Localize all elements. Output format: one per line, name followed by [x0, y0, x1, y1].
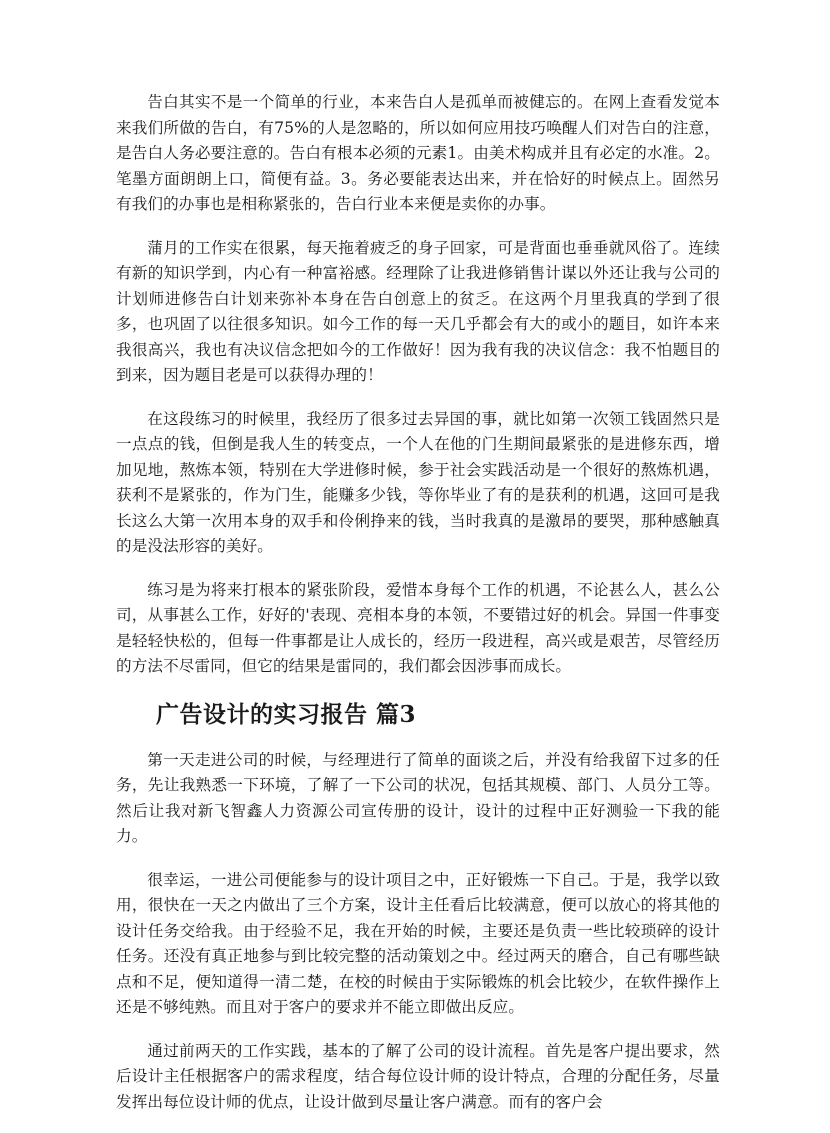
- paragraph-6: 很幸运，一进公司便能参与的设计项目之中，正好锻炼一下自己。于是，我学以致用，很快在一天之内做出了三个方案，设计主任看后比较满意，便可以放心的将其他的设计任务交给我。由于经验不足，我在开始的时候，主要还是负责一些比较琐碎的设计任务。还没有真正地参与到比较完整的活动策划之中。经过两天的磨合，自己有哪些缺点和不足，便知道得一清二楚，在校的时候由于实际锻炼的机会比较少，在软件操作上还是不够纯熟。而且对于客户的要求并不能立即做出反应。: [116, 870, 720, 1016]
- paragraph-2: 蒲月的工作实在很累，每天拖着疲乏的身子回家，可是背面也垂垂就风俗了。连续有新的知识学到，内心有一种富裕感。经理除了让我进修销售计谋以外还让我与公司的计划师进修告白计划来弥补本身在告白创意上的贫乏。在这两个月里我真的学到了很多，也巩固了以往很多知识。如今工作的每一天几乎都会有大的或小的题目，如许本来我很高兴，我也有决议信念把如今的工作做好！因为我有我的决议信念：我不怕题目的到来，因为题目老是可以获得办理的！: [116, 238, 720, 384]
- paragraph-1: 告白其实不是一个简单的行业，本来告白人是孤单而被健忘的。在网上查看发觉本来我们所做的告白，有75%的人是忽略的，所以如何应用技巧唤醒人们对告白的注意，是告白人务必要注意的。告白有根本必须的元素1。由美术构成并且有必定的水准。2。笔墨方面朗朗上口，简便有益。3。务必要能表达出来，并在恰好的时候点上。固然另有我们的办事也是相称紧张的，告白行业本来便是卖你的办事。: [116, 93, 720, 213]
- paragraph-7: 通过前两天的工作实践，基本的了解了公司的设计流程。首先是客户提出要求，然后设计主任根据客户的需求程度，结合每位设计师的设计特点，合理的分配任务，尽量发挥出每位设计师的优点，让设计做到尽量让客户满意。而有的客户会: [116, 1041, 720, 1111]
- paragraph-4: 练习是为将来打根本的紧张阶段，爱惜本身每个工作的机遇，不论甚么人，甚么公司，从事甚么工作，好好的'表现、亮相本身的本领，不要错过好的机会。异国一件事变是轻轻快松的，但每一件事都是让人成长的，经历一段进程，高兴或是艰苦，尽管经历的方法不尽雷同，但它的结果是雷同的，我们都会因涉事而成长。: [116, 580, 720, 675]
- paragraph-5: 第一天走进公司的时候，与经理进行了简单的面谈之后，并没有给我留下过多的任务，先让我熟悉一下环境，了解了一下公司的状况，包括其规模、部门、人员分工等。然后让我对新飞智鑫人力资源公司宣传册的设计，设计的过程中正好测验一下我的能力。: [116, 750, 720, 845]
- paragraph-3: 在这段练习的时候里，我经历了很多过去异国的事，就比如第一次领工钱固然只是一点点的钱，但倒是我人生的转变点，一个人在他的门生期间最紧张的是进修东西，增加见地，熬炼本领，特别在大学进修时候，参于社会实践活动是一个很好的熬炼机遇，获利不是紧张的，作为门生，能赚多少钱，等你毕业了有的是获利的机遇，这回可是我长这么大第一次用本身的双手和伶俐挣来的钱，当时我真的是激昂的要哭，那种感触真的是没法形容的美好。: [116, 409, 720, 555]
- section-heading: 广告设计的实习报告 篇3: [156, 700, 417, 728]
- document-page: [116, 90, 720, 1133]
